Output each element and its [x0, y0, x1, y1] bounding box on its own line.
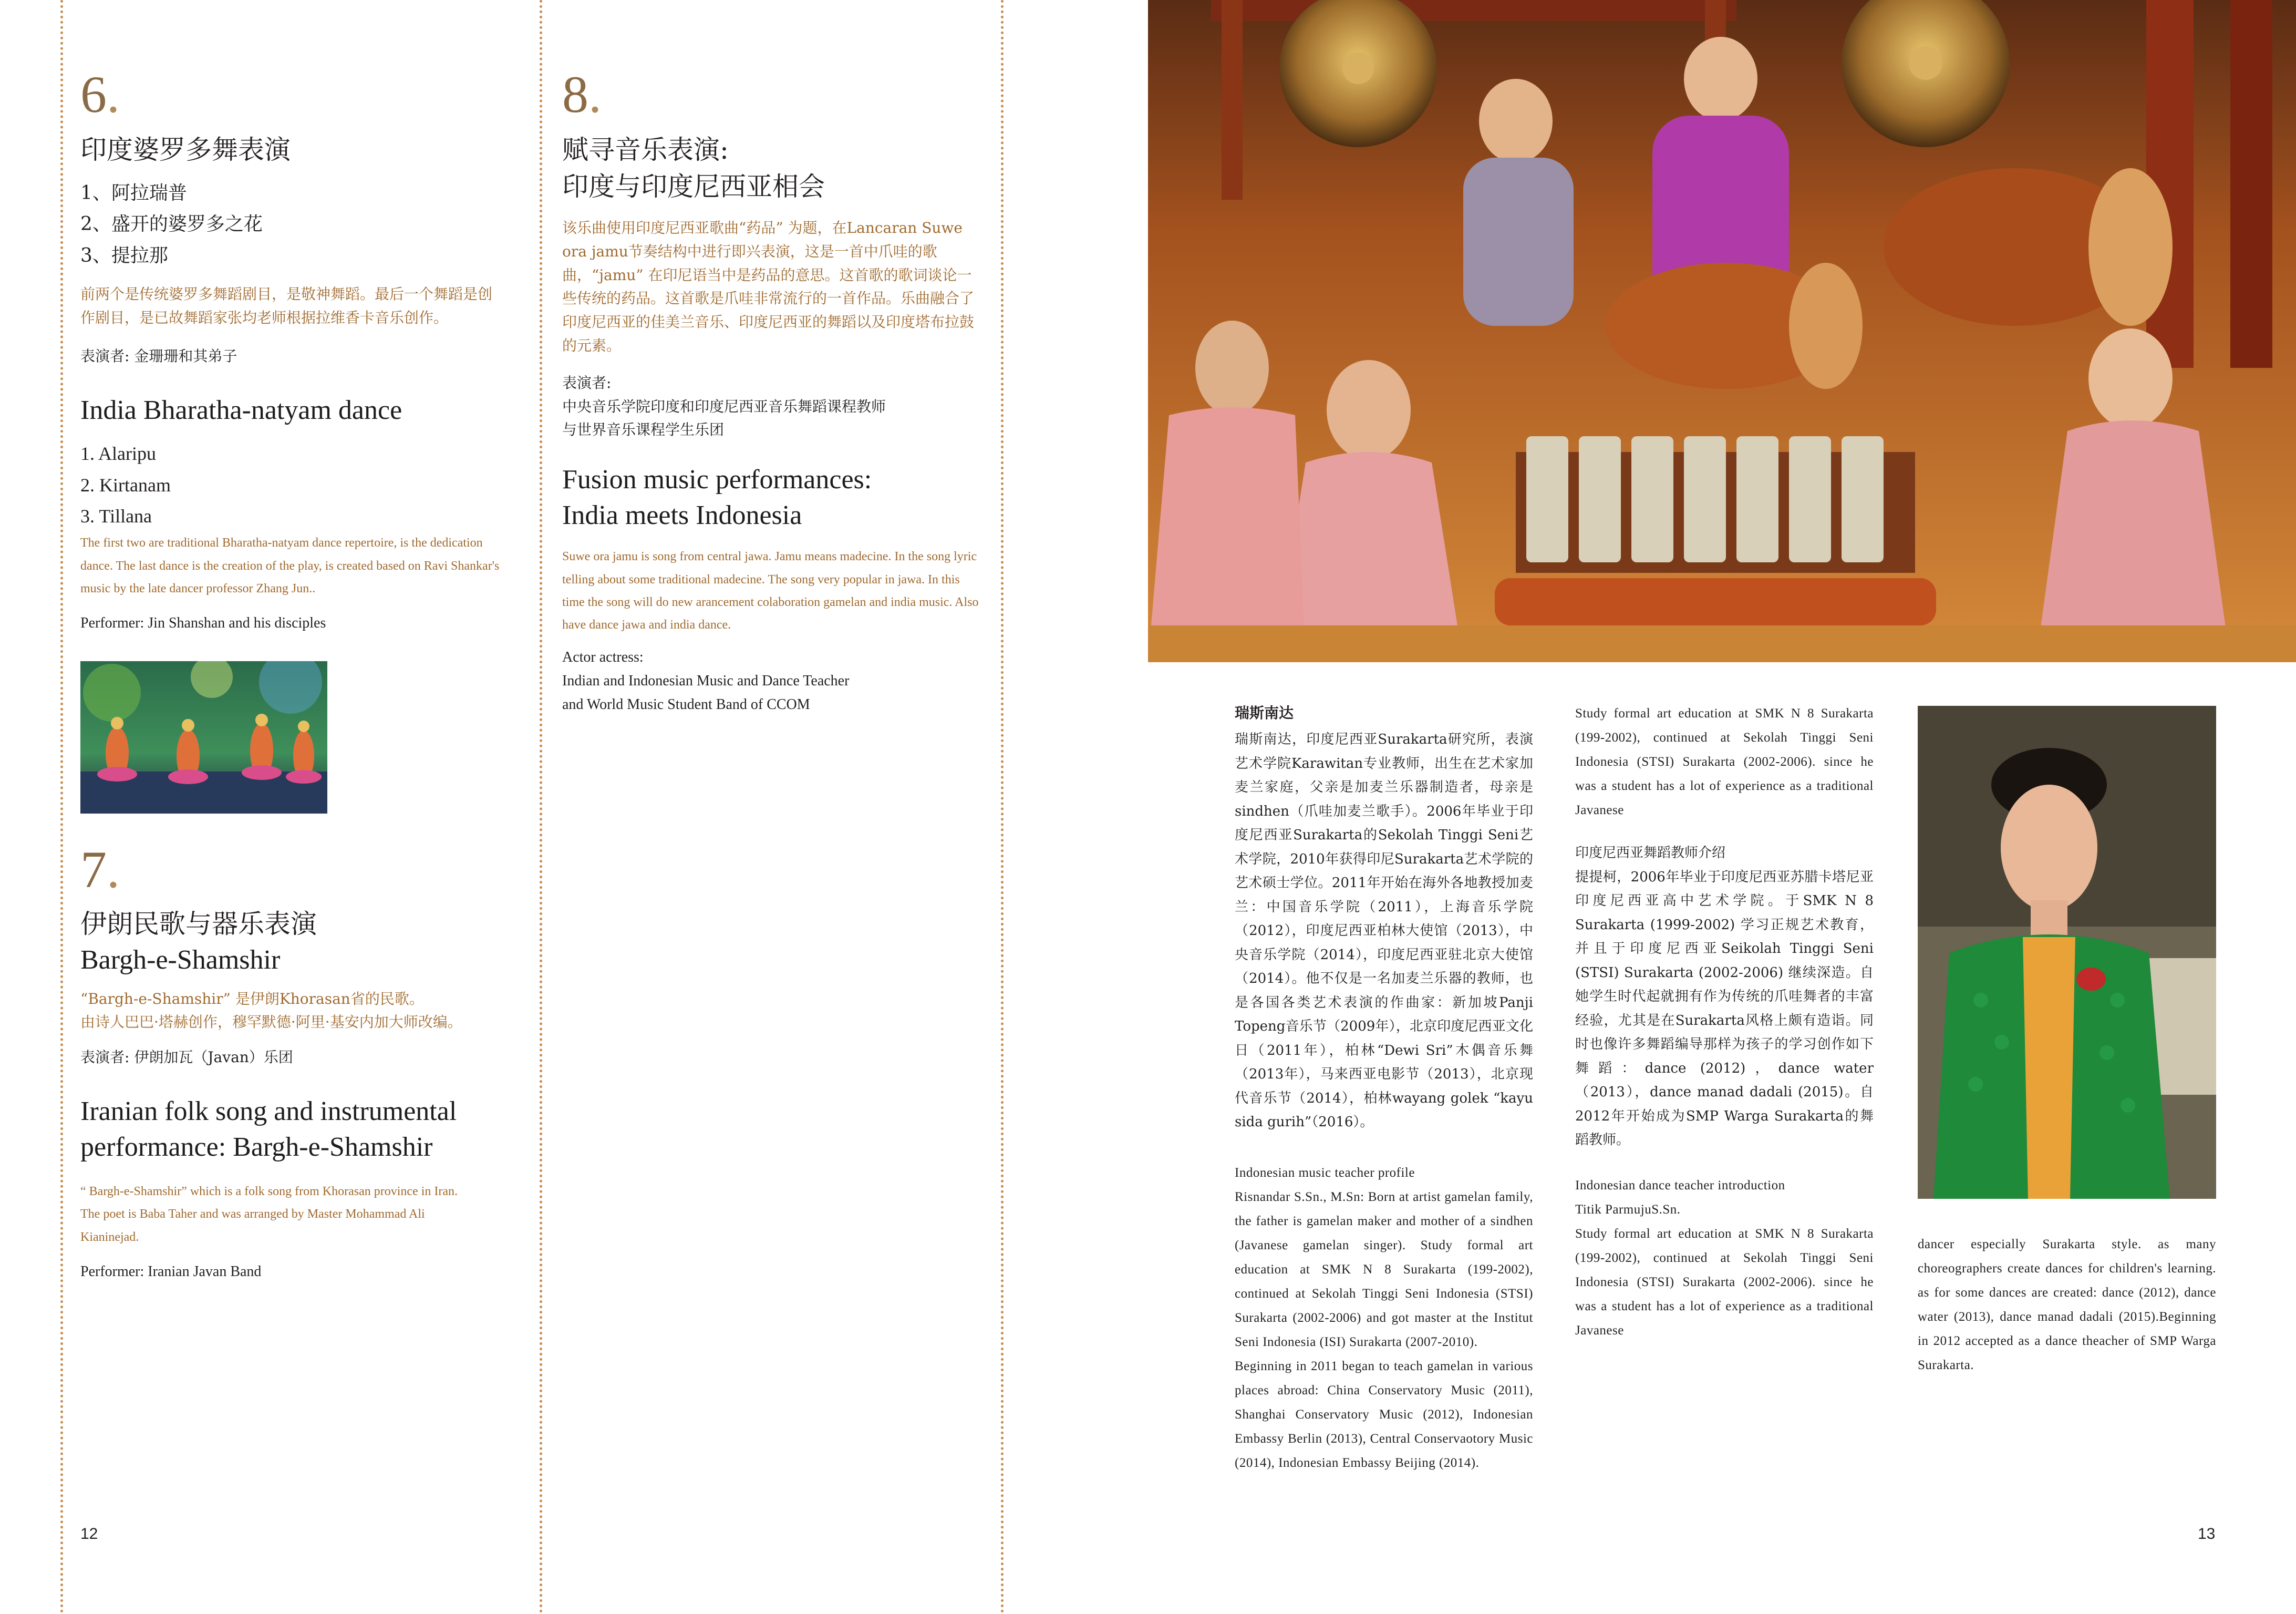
description-en: “ Bargh-e-Shamshir” which is a folk song from Khorasan province in Iran. The poet is Baba Taher and was arranged by Master Mohammad Ali Kianinejad. [80, 1185, 458, 1244]
dance-teacher-body-en-continued: dancer especially Surakarta style. as many choreographers create dances for children's learning. as for some dances are created: dance (2012), dance water (2013), dance manad dadali (2015).Beginning in 2012 accepted as a dance theacher of SMP Warga Surakarta. [1918, 1237, 2216, 1372]
section-title-en-line-1: Fusion music performances: [562, 465, 872, 495]
risnandar-profile [1235, 702, 1533, 1475]
performer-en-line-2: and World Music Student Band of CCOM [562, 696, 810, 713]
section-subtitle-en: Bargh-e-Shamshir [80, 945, 281, 975]
section-title-zh: 伊朗民歌与器乐表演 [80, 909, 317, 939]
description-en: The first two are traditional Bharatha-natyam dance repertoire, is the dedication dance. The last dance is the creation of the play, is created based on Ravi Shankar's music by the late dancer professor Zhang Jun.. [80, 536, 500, 595]
list-item: 1、阿拉瑞普 [80, 182, 187, 204]
dance-teacher-body-zh: 提提柯，2006年毕业于印度尼西亚苏腊卡塔尼亚印度尼西亚高中艺术学院。于SMK N 8 Surakarta (1999-2002) 学习正规艺术教育，并且于印度尼西亚Seikolah Tinggi Seni (STSI) Surakarta (2002-2006) 继续深造。自她学生时代起就拥有作为传统的爪哇舞者的丰富经验，尤其是在Surakarta风格上颇有造诣。同时也像许多舞蹈编导那样为孩子的学习创作如下舞蹈：dance (2012)，dance water（2013），dance manad dadali (2015)。自2012年开始成为SMP Warga Surakarta的舞蹈教师。 [1575, 869, 1874, 1148]
description-zh-line-2: 由诗人巴巴·塔赫创作，穆罕默德·阿里·基安内加大师改编。 [80, 1013, 462, 1031]
list-item: 3. Tillana [80, 505, 152, 527]
list-item: 3、提拉那 [80, 244, 168, 266]
section-title-zh-line-1: 赋寻音乐表演: [562, 135, 729, 165]
section-title-en: India Bharatha-natyam dance [80, 395, 402, 425]
section-title-en-line-2: India meets Indonesia [562, 500, 802, 530]
description-zh: 该乐曲使用印度尼西亚歌曲“药品” 为题，在Lancaran Suwe ora jamu节奏结构中进行即兴表演，这是一首中爪哇的歌曲，“jamu” 在印尼语当中是药品的意思。这首歌的歌词谈论一些传统的药品。这首歌是爪哇非常流行的一首作品。乐曲融合了印度尼西亚的佳美兰音乐、印度尼西亚的舞蹈以及印度塔布拉鼓的元素。 [562, 219, 975, 354]
dance-teacher-name-en: Titik ParmujuS.Sn. [1575, 1202, 1681, 1217]
section-6 [80, 65, 501, 635]
program-list-zh [80, 178, 501, 271]
performer-zh-line-2: 与世界音乐课程学生乐团 [562, 421, 725, 439]
composer-body-en: Study formal art education at SMK N 8 Surakarta (199-2002), continued at Sekolah Tinggi Seni Indonesia (STSI) Surakarta (2002-2006). since he was a student has a lot of experience as a traditional Javanese [1575, 706, 1874, 817]
performer-zh-line-1: 中央音乐学院印度和印度尼西亚音乐舞蹈课程教师 [562, 397, 886, 415]
column-divider-3 [1001, 0, 1004, 1614]
profile-body-en-1: Risnandar S.Sn., M.Sn: Born at artist gamelan family, the father is gamelan maker and mother of a sindhen (Javanese gamelan singer). Study formal art education at SMK N 8 Surakarta (199-2002), continued at Sekolah Tinggi Seni Indonesia (STSI) Surakarta (2002-2006) and got master at the Institut Seni Indonesia (ISI) Surakarta (2007-2010). [1235, 1189, 1533, 1349]
description-en: Suwe ora jamu is song from central jawa. Jamu means madecine. In the song lyric telling about some traditional madecine. The song very popular in jawa. In this time the song will do new arancement colaboration gamelan and india music. Also have dance jawa and india dance. [562, 550, 979, 632]
gamelan-performance-photo [1148, 0, 2296, 662]
bharatanatyam-dance-photo [80, 661, 327, 814]
dance-teacher-heading-zh: 印度尼西亚舞蹈教师介绍 [1575, 845, 1726, 861]
description-zh-line-1: “Bargh-e-Shamshir” 是伊朗Khorasan省的民歌。 [80, 990, 424, 1008]
list-item: 1. Alaripu [80, 443, 156, 465]
profile-heading-zh: 瑞斯南达 [1235, 704, 1294, 722]
section-7 [80, 840, 501, 1284]
list-item: 2. Kirtanam [80, 474, 171, 496]
performer-zh: 表演者: 金珊珊和其弟子 [80, 347, 237, 365]
list-item: 2、盛开的婆罗多之花 [80, 213, 263, 235]
performer-en: Performer: Jin Shanshan and his disciples [80, 614, 326, 631]
performer-en: Performer: Iranian Javan Band [80, 1263, 262, 1280]
section-title-zh: 印度婆罗多舞表演 [80, 135, 291, 165]
page-number-right: 13 [2198, 1525, 2216, 1543]
section-number: 6. [80, 65, 120, 124]
titik-profile-continued [1918, 1232, 2216, 1377]
profile-body-en-2: Beginning in 2011 began to teach gamelan in various places abroad: China Conservatory Music (2011), Shanghai Conservatory Music (2012), Indonesian Embassy Berlin (2013), Central Conservaotory Music (2014), Indonesian Embassy Beijing (2014). [1235, 1359, 1533, 1470]
section-8 [562, 65, 982, 717]
performer-zh-label: 表演者: [562, 374, 612, 392]
dance-teacher-body-en: Study formal art education at SMK N 8 Surakarta (199-2002), continued at Sekolah Tinggi Seni Indonesia (STSI) Surakarta (2002-2006). since he was a student has a lot of experience as a traditional Javanese [1575, 1226, 1874, 1338]
section-title-zh-line-2: 印度与印度尼西亚相会 [562, 171, 825, 202]
page-number-left: 12 [80, 1525, 98, 1543]
column-divider-2 [540, 0, 542, 1614]
profile-body-zh: 瑞斯南达，印度尼西亚Surakarta研究所，表演艺术学院Karawitan专业教师，出生在艺术家加麦兰家庭，父亲是加麦兰乐器制造者，母亲是sindhen（爪哇加麦兰歌手）。2006年毕业于印度尼西亚Surakarta的Sekolah Tinggi Seni艺术学院，2010年获得印尼Surakarta艺术学院的艺术硕士学位。2011年开始在海外各地教授加麦兰：中国音乐学院（2011），上海音乐学院（2012），印度尼西亚柏林大使馆（2013），中央音乐学院（2014），印度尼西亚驻北京大使馆（2014）。他不仅是一名加麦兰乐器的教师，也是各国各类艺术表演的作曲家：新加坡Panji Topeng音乐节（2009年），北京印度尼西亚文化日（2011年），柏林“Dewi Sri”木偶音乐舞（2013年），马来西亚电影节（2013），北京现代音乐节（2014），柏林wayang golek “kayu sida gurih”（2016）。 [1235, 732, 1533, 1130]
performer-en-line-1: Indian and Indonesian Music and Dance Teacher [562, 672, 850, 689]
dance-teacher-heading-en: Indonesian dance teacher introduction [1575, 1178, 1785, 1192]
performer-en-label: Actor actress: [562, 649, 644, 666]
section-number: 7. [80, 840, 120, 899]
section-title-en: Iranian folk song and instrumental performance: Bargh-e-Shamshir [80, 1096, 457, 1162]
dancer-portrait-photo [1918, 706, 2216, 1199]
program-list-en [80, 438, 501, 532]
section-number: 8. [562, 65, 602, 124]
titik-profile [1575, 702, 1874, 1343]
column-divider-1 [60, 0, 63, 1614]
description-zh: 前两个是传统婆罗多舞蹈剧目，是敬神舞蹈。最后一个舞蹈是创作剧目，是已故舞蹈家张均老师根据拉维香卡音乐创作。 [80, 285, 493, 326]
profile-heading-en: Indonesian music teacher profile [1235, 1165, 1415, 1180]
performer-zh: 表演者: 伊朗加瓦（Javan）乐团 [80, 1048, 293, 1066]
